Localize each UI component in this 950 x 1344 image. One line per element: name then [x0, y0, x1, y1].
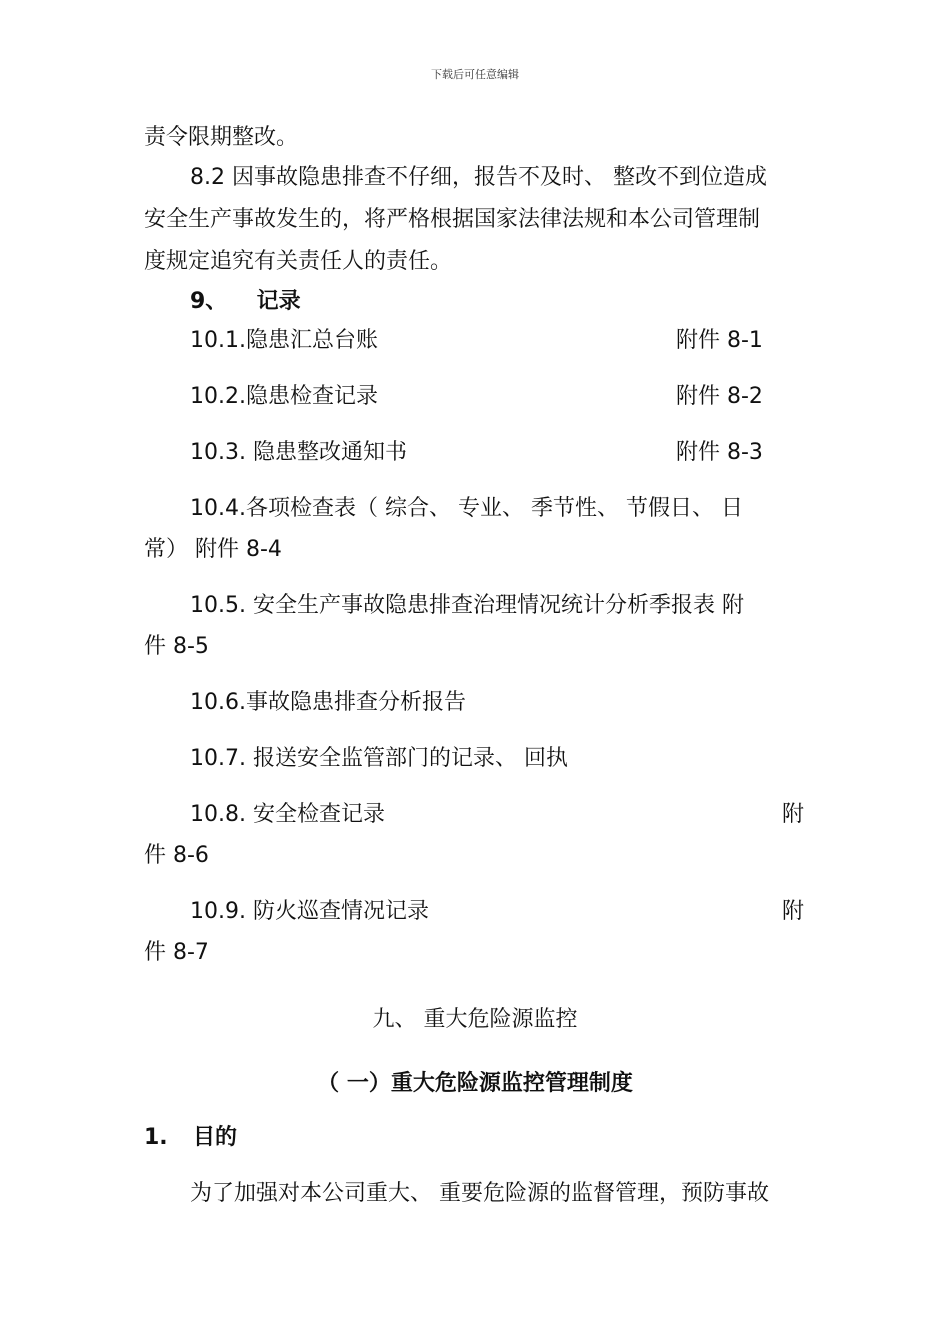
paragraph-line: 安全生产事故发生的，将严格根据国家法律法规和本公司管理制	[144, 207, 761, 232]
section-heading	[190, 288, 301, 316]
attachment-ref: 附	[782, 899, 805, 924]
record-item-continued: 件 8-7	[144, 940, 209, 965]
attachment-ref: 附件 8-2	[676, 384, 763, 409]
record-item: 10.7. 报送安全监管部门的记录、 回执	[190, 746, 568, 771]
record-item-continued: 件 8-6	[144, 843, 209, 868]
item-number: 1.	[144, 1125, 168, 1150]
record-item-continued: 件 8-5	[144, 634, 209, 659]
record-item: 10.1.隐患汇总台账	[190, 328, 378, 353]
attachment-ref: 附件 8-1	[676, 328, 763, 353]
record-item: 10.4.各项检查表（ 综合、 专业、 季节性、 节假日、 日	[190, 496, 743, 521]
record-item: 10.3. 隐患整改通知书	[190, 440, 407, 465]
header-note: 下载后可任意编辑	[431, 68, 519, 81]
record-item: 10.8. 安全检查记录	[190, 802, 385, 827]
section-number: 9、	[190, 289, 228, 314]
record-item: 10.2.隐患检查记录	[190, 384, 378, 409]
paragraph-line: 责令限期整改。	[144, 125, 299, 150]
section-title: 记录	[256, 289, 301, 314]
record-item: 10.9. 防火巡查情况记录	[190, 899, 429, 924]
paragraph-line: 8.2 因事故隐患排查不仔细，报告不及时、 整改不到位造成	[190, 165, 767, 190]
record-item-continued: 常） 附件 8-4	[144, 537, 282, 562]
paragraph-line: 度规定追究有关责任人的责任。	[144, 249, 453, 274]
chapter-title: 九、 重大危险源监控	[372, 1007, 578, 1032]
attachment-ref: 附件 8-3	[676, 440, 763, 465]
item-heading	[144, 1124, 237, 1152]
record-item: 10.6.事故隐患排查分析报告	[190, 690, 466, 715]
item-title: 目的	[193, 1125, 238, 1150]
attachment-ref: 附	[782, 802, 805, 827]
subchapter-title: （ 一）重大危险源监控管理制度	[317, 1071, 633, 1096]
paragraph-line: 为了加强对本公司重大、 重要危险源的监督管理，预防事故	[190, 1181, 769, 1206]
record-item: 10.5. 安全生产事故隐患排查治理情况统计分析季报表 附	[190, 593, 744, 618]
